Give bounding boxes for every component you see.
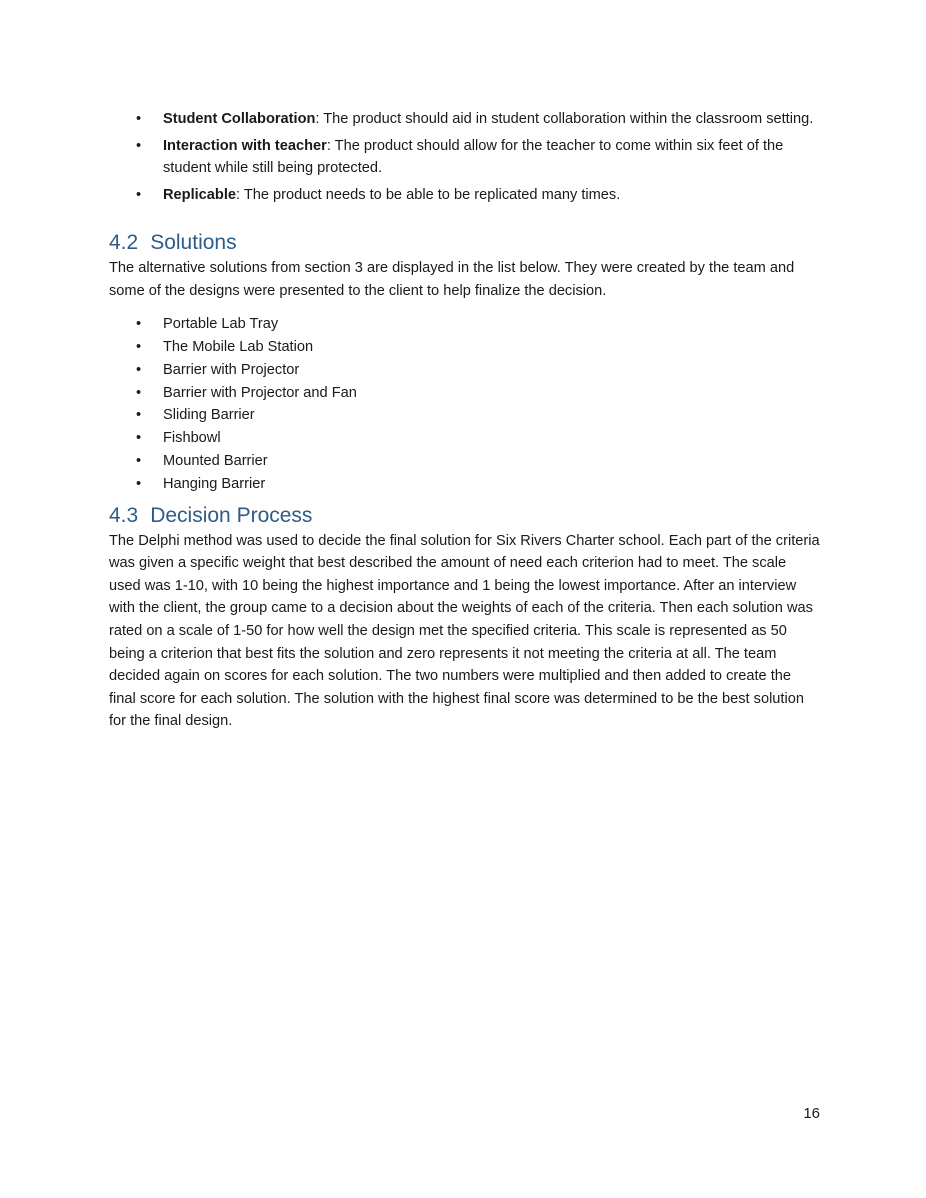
page-content xyxy=(109,108,821,733)
criteria-text: : The product needs to be able to be replicated many times. xyxy=(236,187,621,203)
solution-label: Barrier with Projector xyxy=(163,361,300,378)
section-title: Decision Process xyxy=(150,503,313,527)
list-item xyxy=(109,450,821,473)
bullet-icon: • xyxy=(136,187,142,203)
solutions-list xyxy=(109,313,821,495)
criteria-term: Interaction with teacher xyxy=(163,138,327,154)
list-item xyxy=(109,336,821,359)
criteria-item xyxy=(109,135,821,179)
solution-label: Barrier with Projector and Fan xyxy=(163,384,357,401)
solution-label: The Mobile Lab Station xyxy=(163,338,314,355)
solutions-intro: The alternative solutions from section 3 are displayed in the list below. They were created by the team and some of the designs were presented to the client to help finalize the decision. xyxy=(109,260,795,299)
solution-label: Portable Lab Tray xyxy=(163,316,279,333)
bullet-icon: • xyxy=(136,316,142,333)
section-heading-decision-process xyxy=(109,503,821,529)
list-item xyxy=(109,359,821,382)
section-number: 4.3 xyxy=(109,503,139,527)
solution-label: Sliding Barrier xyxy=(163,407,255,424)
list-item xyxy=(109,313,821,336)
criteria-term: Student Collaboration xyxy=(163,111,316,127)
list-item xyxy=(109,473,821,496)
decision-process-body: The Delphi method was used to decide the final solution for Six Rivers Charter school. Each part of the criteria was given a specific weight that best described the amount of need each criterion had to meet. The scale used was 1-10, with 10 being the highest importance and 1 being the lowest importance. After an interview with the client, the group came to a decision about the weights of each of the criteria. Then each solution was rated on a scale of 1-50 for how well the design met the specified criteria. This scale is represented as 50 being a criterion that best fits the solution and zero represents it not meeting the criteria at all. The team decided again on scores for each solution. The two numbers were multiplied and then added to create the final score for each solution. The solution with the highest final score was determined to be the best solution for the final design. xyxy=(109,532,820,730)
bullet-icon: • xyxy=(136,452,142,469)
bullet-icon: • xyxy=(136,138,142,154)
list-item xyxy=(109,404,821,427)
bullet-icon: • xyxy=(136,407,142,424)
section-number: 4.2 xyxy=(109,231,139,254)
list-item xyxy=(109,427,821,450)
criteria-text: : The product should allow for the teacher to come within six feet of the student while still being protected. xyxy=(163,138,784,176)
section-heading-solutions xyxy=(109,230,821,256)
bullet-icon: • xyxy=(136,338,142,355)
criteria-item xyxy=(109,184,821,206)
section-title: Solutions xyxy=(150,231,237,254)
solution-label: Fishbowl xyxy=(163,430,221,447)
bullet-icon: • xyxy=(136,475,142,492)
criteria-term: Replicable xyxy=(163,187,236,203)
bullet-icon: • xyxy=(136,111,142,127)
solution-label: Mounted Barrier xyxy=(163,452,268,469)
solution-label: Hanging Barrier xyxy=(163,475,266,492)
page-number: 16 xyxy=(803,1105,820,1122)
criteria-list xyxy=(109,108,821,206)
bullet-icon: • xyxy=(136,430,142,447)
criteria-item xyxy=(109,108,821,130)
bullet-icon: • xyxy=(136,384,142,401)
criteria-text: : The product should aid in student collaboration within the classroom setting. xyxy=(315,111,814,127)
list-item xyxy=(109,382,821,405)
bullet-icon: • xyxy=(136,361,142,378)
